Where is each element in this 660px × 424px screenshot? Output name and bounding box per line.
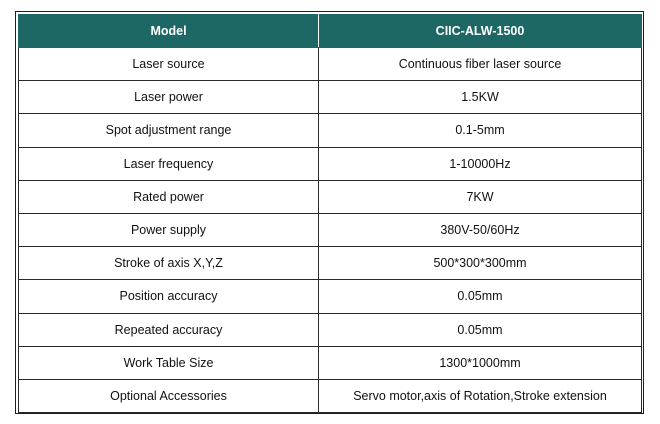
header-model-value: CIIC-ALW-1500 xyxy=(319,15,642,48)
table-row xyxy=(19,247,642,280)
row-value: 0.05mm xyxy=(319,313,642,346)
spec-table xyxy=(18,14,642,413)
row-label: Rated power xyxy=(19,180,319,213)
table-row xyxy=(19,147,642,180)
table-row xyxy=(19,48,642,81)
row-value: 500*300*300mm xyxy=(319,247,642,280)
row-value: 7KW xyxy=(319,180,642,213)
row-value: 1300*1000mm xyxy=(319,346,642,379)
row-value: Servo motor,axis of Rotation,Stroke extension xyxy=(319,379,642,412)
row-value: 0.05mm xyxy=(319,280,642,313)
table-header-row xyxy=(19,15,642,48)
row-value: 380V-50/60Hz xyxy=(319,213,642,246)
table-row xyxy=(19,180,642,213)
row-value: Continuous fiber laser source xyxy=(319,48,642,81)
row-label: Spot adjustment range xyxy=(19,114,319,147)
row-value: 1.5KW xyxy=(319,81,642,114)
row-value: 0.1-5mm xyxy=(319,114,642,147)
row-label: Work Table Size xyxy=(19,346,319,379)
row-label: Power supply xyxy=(19,213,319,246)
row-label: Position accuracy xyxy=(19,280,319,313)
row-label: Stroke of axis X,Y,Z xyxy=(19,247,319,280)
table-row xyxy=(19,114,642,147)
row-label: Laser source xyxy=(19,48,319,81)
table-row xyxy=(19,213,642,246)
row-label: Laser power xyxy=(19,81,319,114)
row-label: Laser frequency xyxy=(19,147,319,180)
table-row xyxy=(19,346,642,379)
table-row xyxy=(19,280,642,313)
header-model-label: Model xyxy=(19,15,319,48)
row-value: 1-10000Hz xyxy=(319,147,642,180)
row-label: Optional Accessories xyxy=(19,379,319,412)
table-row xyxy=(19,313,642,346)
table-row xyxy=(19,81,642,114)
row-label: Repeated accuracy xyxy=(19,313,319,346)
table-row xyxy=(19,379,642,412)
